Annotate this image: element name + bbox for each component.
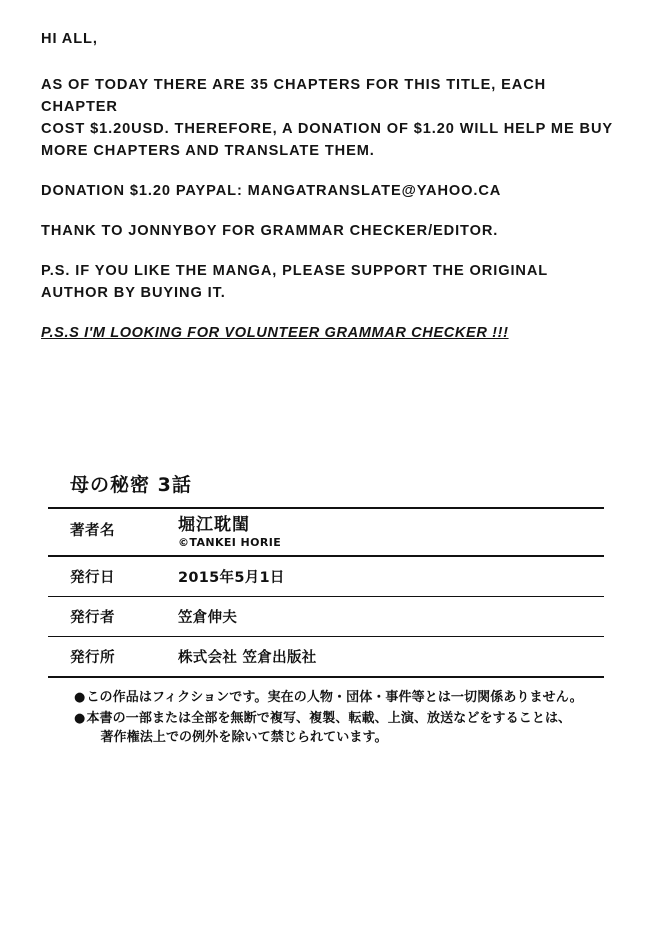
note-paragraph-1-line-3: MORE CHAPTERS AND TRANSLATE THEM. xyxy=(41,143,375,159)
legal-notice-item xyxy=(74,688,604,707)
colophon-value-author-romanized: ©TANKEI HORIE xyxy=(178,536,282,549)
note-donation-line: DONATION $1.20 PAYPAL: MANGATRANSLATE@YAHOO.CA xyxy=(41,183,502,199)
colophon-value-publisher-company: 株式会社 笠倉出版社 xyxy=(178,650,317,666)
colophon-block xyxy=(48,470,604,749)
bullet-icon: ● xyxy=(74,711,86,726)
note-greeting: HI ALL, xyxy=(41,31,98,47)
legal-notice-text: この作品はフィクションです。実在の人物・団体・事件等とは一切関係ありません。 xyxy=(86,690,583,705)
colophon-label-publication-date: 発行日 xyxy=(70,570,115,586)
colophon-row-publication-date xyxy=(48,557,604,596)
colophon-value-author: 堀江耽閨 xyxy=(178,515,250,535)
colophon-row-author xyxy=(48,509,604,555)
note-thanks-line: THANK TO JONNYBOY FOR GRAMMAR CHECKER/EDITOR. xyxy=(41,223,499,239)
note-ps-line-1: P.S. IF YOU LIKE THE MANGA, PLEASE SUPPORT THE ORIGINAL xyxy=(41,263,549,279)
colophon-title: 母の秘密 3話 xyxy=(70,474,192,496)
note-paragraph-1-line-1: AS OF TODAY THERE ARE 35 CHAPTERS FOR THIS TITLE, EACH CHAPTER xyxy=(41,77,547,115)
colophon-label-publisher-company: 発行所 xyxy=(70,650,115,666)
note-ps-line-2: AUTHOR BY BUYING IT. xyxy=(41,285,226,301)
legal-notice-item xyxy=(74,709,604,747)
colophon-label-publisher-person: 発行者 xyxy=(70,610,115,626)
legal-notices xyxy=(74,688,604,747)
note-paragraph-1-line-2: COST $1.20USD. THEREFORE, A DONATION OF $1.20 WILL HELP ME BUY xyxy=(41,121,614,137)
colophon-value-publisher-person: 笠倉伸夫 xyxy=(178,610,238,626)
translator-note xyxy=(41,28,616,344)
divider-bottom xyxy=(48,676,604,678)
colophon-label-author: 著者名 xyxy=(70,523,115,539)
bullet-icon: ● xyxy=(74,690,86,705)
colophon-value-publication-date: 2015年5月1日 xyxy=(178,570,285,586)
colophon-row-publisher-person xyxy=(48,597,604,636)
legal-notice-text: 本書の一部または全部を無断で複写、複製、転載、上演、放送などをすることは、 xyxy=(86,711,572,726)
legal-notice-text-continued: 著作権法上での例外を除いて禁じられています。 xyxy=(100,730,388,745)
note-pss-line: P.S.S I'M LOOKING FOR VOLUNTEER GRAMMAR CHECKER !!! xyxy=(41,325,509,341)
colophon-row-publisher-company xyxy=(48,637,604,676)
